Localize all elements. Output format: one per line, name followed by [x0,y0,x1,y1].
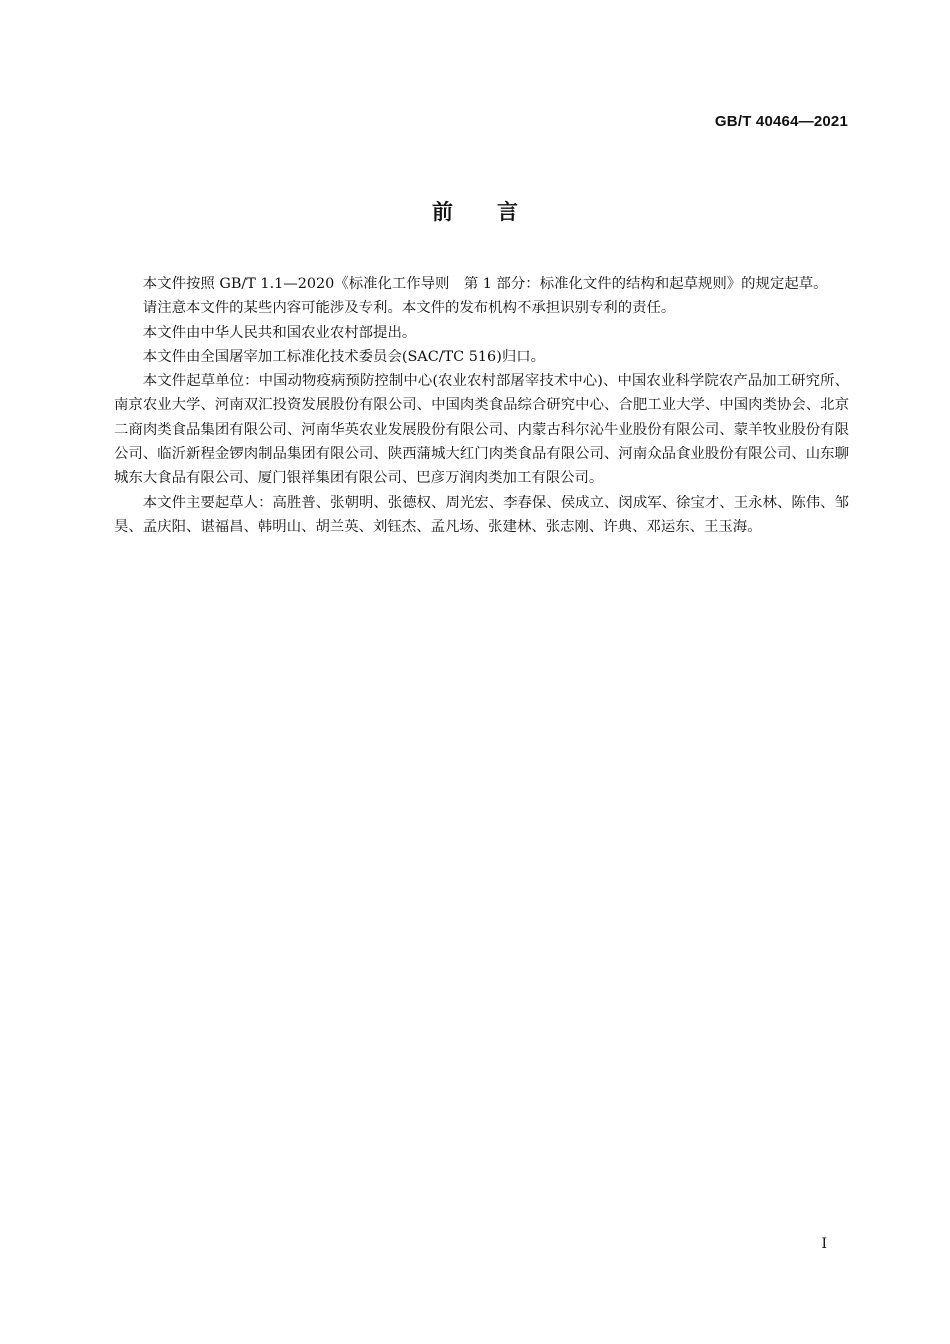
paragraph-drafters: 本文件主要起草人：高胜普、张朝明、张德权、周光宏、李春保、侯成立、闵成军、徐宝才、王永林、陈伟、邹昊、孟庆阳、谌福昌、韩明山、胡兰英、刘钰杰、孟凡场、张建林、张志刚、许典、邓运东、王玉海。 [114,494,849,535]
paragraph-drafting-rules: 本文件按照 GB/T 1.1—2020《标准化工作导则 第 1 部分：标准化文件的结构和起草规则》的规定起草。 [142,276,828,292]
paragraph-committee: 本文件由全国屠宰加工标准化技术委员会(SAC/TC 516)归口。 [142,348,545,365]
paragraph-drafting-units: 本文件起草单位：中国动物疫病预防控制中心(农业农村部屠宰技术中心)、中国农业科学院农产品加工研究所、南京农业大学、河南双汇投资发展股份有限公司、中国肉类食品综合研究中心、合肥工业大学、中国肉类协会、北京二商肉类食品集团有限公司、河南华英农业发展股份有限公司、内蒙古科尔沁牛业股份有限公司、蒙羊牧业股份有限公司、临沂新程金锣肉制品集团有限公司、陕西蒲城大红门肉类食品有限公司、河南众品食业股份有限公司、山东聊城东大食品有限公司、厦门银祥集团有限公司、巴彦万润肉类加工有限公司。 [114,373,849,487]
foreword-body [114,272,849,539]
paragraph-patent-notice: 请注意本文件的某些内容可能涉及专利。本文件的发布机构不承担识别专利的责任。 [142,300,676,317]
standard-number: GB/T 40464—2021 [714,113,848,130]
paragraph-proposer: 本文件由中华人民共和国农业农村部提出。 [142,324,417,341]
page-title: 前言 [432,200,562,224]
page-number: I [821,1236,827,1252]
